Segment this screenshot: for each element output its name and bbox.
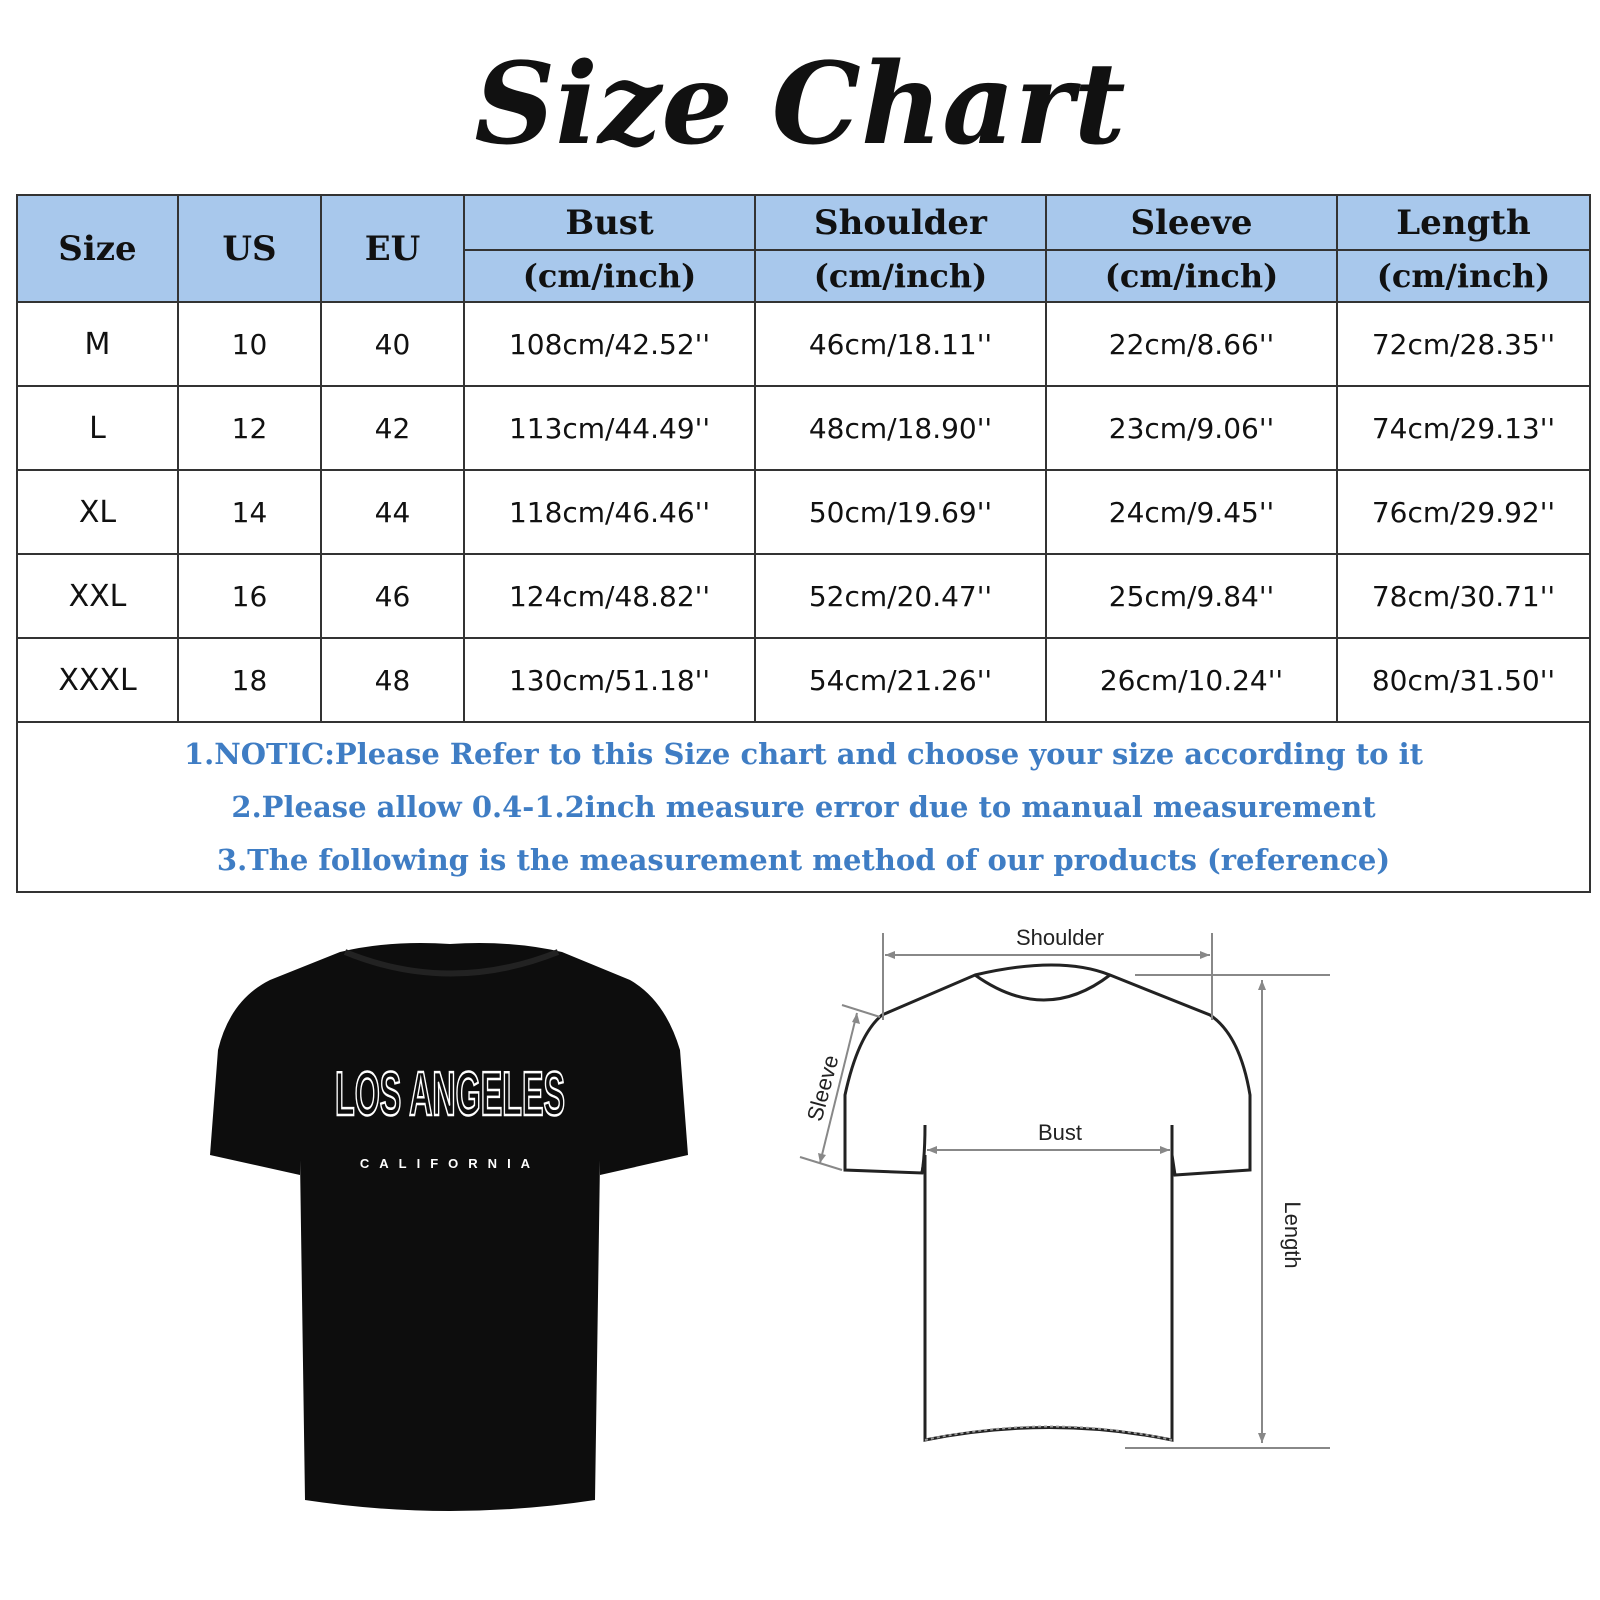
cell-bust: 130cm/51.18'' — [464, 638, 755, 722]
cell-sleeve: 23cm/9.06'' — [1046, 386, 1337, 470]
note-line: 2.Please allow 0.4-1.2inch measure error due to manual measurement — [231, 789, 1376, 824]
product-photo — [210, 940, 690, 1520]
measurement-diagram — [800, 925, 1380, 1505]
cell-length: 78cm/30.71'' — [1337, 554, 1590, 638]
cell-size: L — [17, 386, 178, 470]
header-bust: Bust — [464, 195, 755, 250]
header-eu: EU — [321, 195, 464, 302]
cell-eu: 44 — [321, 470, 464, 554]
table-row — [17, 386, 1590, 470]
cell-eu: 40 — [321, 302, 464, 386]
cell-length: 74cm/29.13'' — [1337, 386, 1590, 470]
cell-shoulder: 52cm/20.47'' — [755, 554, 1046, 638]
table-row — [17, 470, 1590, 554]
cell-us: 14 — [178, 470, 321, 554]
cell-shoulder: 50cm/19.69'' — [755, 470, 1046, 554]
cell-sleeve: 24cm/9.45'' — [1046, 470, 1337, 554]
cell-eu: 48 — [321, 638, 464, 722]
diagram-sleeve-label: Sleeve — [801, 1052, 844, 1124]
print-sub-text: CALIFORNIA — [359, 1156, 541, 1171]
table-row — [17, 302, 1590, 386]
header-us: US — [178, 195, 321, 302]
cell-us: 16 — [178, 554, 321, 638]
note-line: 3.The following is the measurement method of our products (reference) — [216, 842, 1391, 877]
print-main-text: LOS ANGELES — [335, 1060, 565, 1129]
cell-us: 10 — [178, 302, 321, 386]
size-table — [16, 194, 1591, 893]
notes-block — [17, 722, 1590, 892]
note-line: 1.NOTIC:Please Refer to this Size chart and choose your size according to it — [183, 736, 1424, 771]
cell-eu: 46 — [321, 554, 464, 638]
header-bust-unit: (cm/inch) — [464, 250, 755, 302]
cell-sleeve: 25cm/9.84'' — [1046, 554, 1337, 638]
cell-shoulder: 48cm/18.90'' — [755, 386, 1046, 470]
header-sleeve-unit: (cm/inch) — [1046, 250, 1337, 302]
table-row — [17, 554, 1590, 638]
header-size: Size — [17, 195, 178, 302]
header-length: Length — [1337, 195, 1590, 250]
cell-bust: 124cm/48.82'' — [464, 554, 755, 638]
cell-length: 76cm/29.92'' — [1337, 470, 1590, 554]
diagram-shirt-outline — [845, 965, 1250, 1440]
cell-size: XXL — [17, 554, 178, 638]
cell-size: M — [17, 302, 178, 386]
cell-shoulder: 54cm/21.26'' — [755, 638, 1046, 722]
diagram-collar — [975, 975, 1110, 1000]
cell-length: 80cm/31.50'' — [1337, 638, 1590, 722]
header-sleeve: Sleeve — [1046, 195, 1337, 250]
cell-us: 12 — [178, 386, 321, 470]
cell-eu: 42 — [321, 386, 464, 470]
cell-sleeve: 22cm/8.66'' — [1046, 302, 1337, 386]
cell-bust: 113cm/44.49'' — [464, 386, 755, 470]
diagram-shoulder-label: Shoulder — [1015, 925, 1105, 950]
cell-us: 18 — [178, 638, 321, 722]
diagram-length-label: Length — [1280, 1201, 1305, 1269]
header-length-unit: (cm/inch) — [1337, 250, 1590, 302]
cell-bust: 108cm/42.52'' — [464, 302, 755, 386]
header-shoulder: Shoulder — [755, 195, 1046, 250]
cell-shoulder: 46cm/18.11'' — [755, 302, 1046, 386]
table-row — [17, 638, 1590, 722]
cell-sleeve: 26cm/10.24'' — [1046, 638, 1337, 722]
tshirt-body — [210, 943, 688, 1511]
cell-size: XXXL — [17, 638, 178, 722]
cell-bust: 118cm/46.46'' — [464, 470, 755, 554]
cell-length: 72cm/28.35'' — [1337, 302, 1590, 386]
page-title: Size Chart — [474, 39, 1126, 170]
header-shoulder-unit: (cm/inch) — [755, 250, 1046, 302]
diagram-bust-label: Bust — [1037, 1120, 1083, 1145]
cell-size: XL — [17, 470, 178, 554]
